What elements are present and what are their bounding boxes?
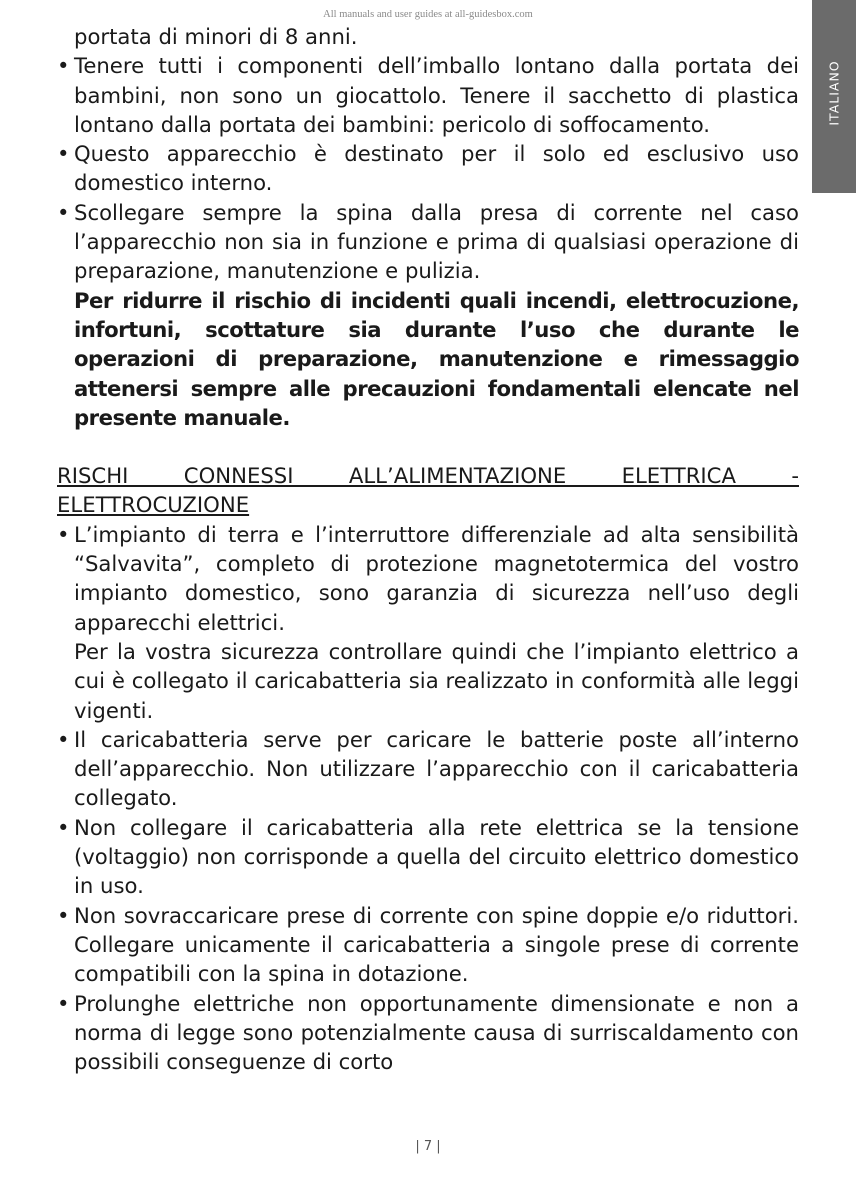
bullet-voltage: • Non collegare il caricabatteria alla rete elettrica se la tensione (voltaggio) non corrisponde a quella del circuito elettrico domestico in uso.	[57, 813, 799, 901]
grounding-continuation: Per la vostra sicurezza controllare quindi che l’impianto elettrico a cui è collegato il caricabatteria sia realizzato in conformità alle leggi vigenti.	[74, 638, 799, 723]
safety-warning-bold: Per ridurre il rischio di incidenti quali incendi, elettrocuzione, infortuni, scottature sia durante l’uso che durante le operazioni di preparazione, manutenzione e rimessaggio attenersi sempre alle precauzioni fondamentali elencate nel presente manuale.	[74, 287, 799, 430]
page-number: | 7 |	[415, 1139, 441, 1154]
paragraph-continuation: portata di minori di 8 anni.	[74, 24, 358, 49]
bullet-extension-cords: • Prolunghe elettriche non opportunamente dimensionate e non a norma di legge sono potenzialmente causa di surriscaldamento con possibili conseguenze di corto	[57, 989, 799, 1077]
bullet-packaging: • Tenere tutti i componenti dell’imballo lontano dalla portata dei bambini, non sono un giocattolo. Tenere il sacchetto di plastica lontano dalla portata dei bambini: pericolo di soffocamento.	[57, 51, 799, 139]
bullet-unplug: • Scollegare sempre la spina dalla presa di corrente nel caso l’apparecchio non sia in funzione e prima di qualsiasi operazione di preparazione, manutenzione e pulizia.	[57, 198, 799, 286]
bullet-charger-use: • Il caricabatteria serve per caricare le batterie poste all’interno dell’apparecchio. Non utilizzare l’apparecchio con il caricabatteria collegato.	[57, 725, 799, 813]
language-tab	[812, 0, 856, 193]
bullet-overload: • Non sovraccaricare prese di corrente con spine doppie e/o riduttori. Collegare unicamente il caricabatteria a singole prese di corrente compatibili con la spina in dotazione.	[57, 901, 799, 989]
section-heading: RISCHI CONNESSI ALL’ALIMENTAZIONE ELETTRICA - ELETTROCUZIONE	[57, 463, 799, 518]
page-content	[57, 22, 799, 1076]
language-tab-label: ITALIANO	[826, 60, 842, 126]
watermark: All manuals and user guides at all-guidesbox.com	[323, 9, 533, 20]
bullet-grounding: • L’impianto di terra e l’interruttore differenziale ad alta sensibilità “Salvavita”, completo di protezione magnetotermica del vostro impianto domestico, sono garanzia di sicurezza nell’uso degli apparecchi elettrici.	[57, 520, 799, 637]
bullet-domestic-use: • Questo apparecchio è destinato per il solo ed esclusivo uso domestico interno.	[57, 139, 799, 198]
